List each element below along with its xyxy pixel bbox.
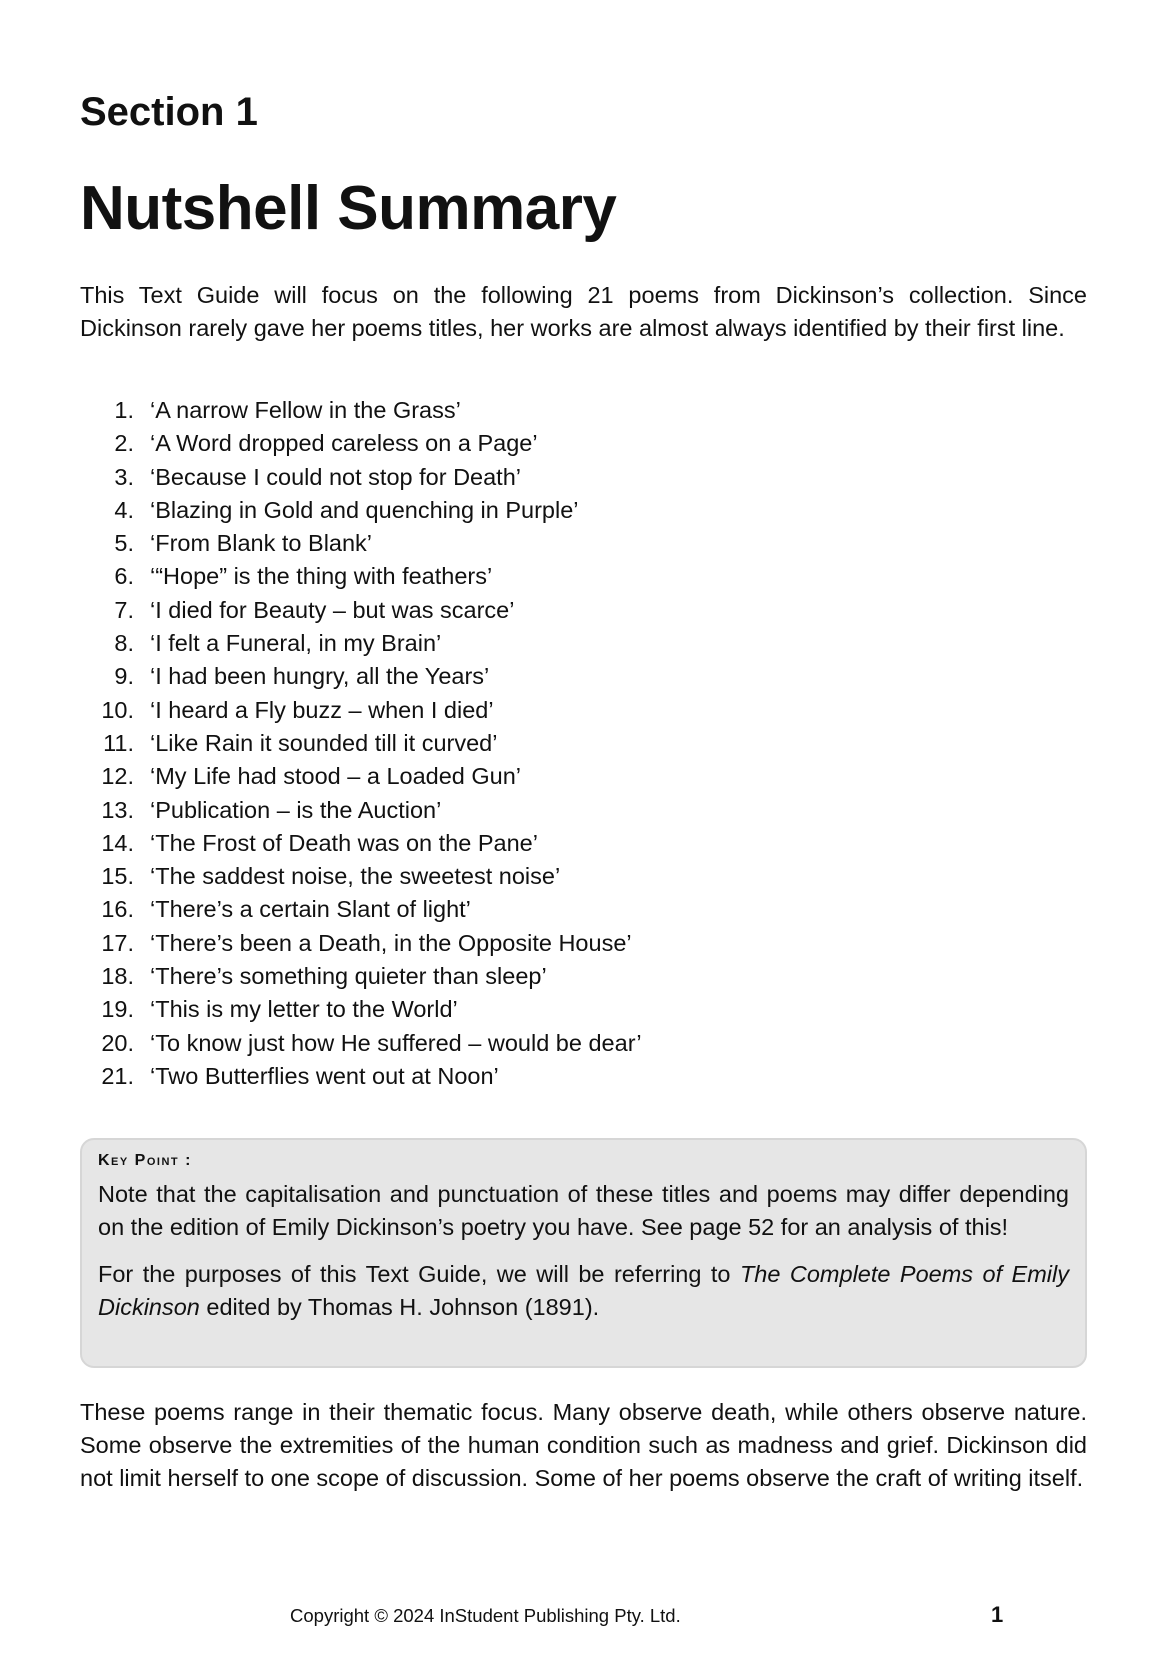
list-item [80,594,642,627]
list-item-number: 16. [101,896,134,923]
list-item [80,660,642,693]
list-item-number: 20. [101,1029,134,1056]
list-item [80,1060,642,1093]
list-item-number: 2. [114,430,134,457]
list-item-number: 4. [114,496,134,523]
poem-list [80,394,642,1093]
list-item-title: ‘There’s a certain Slant of light’ [150,896,471,923]
list-item-number: 17. [101,929,134,956]
list-item [80,927,642,960]
list-item-number: 6. [114,563,134,590]
list-item-title: ‘My Life had stood – a Loaded Gun’ [150,763,522,790]
list-item-number: 9. [114,663,134,690]
list-item [80,760,642,793]
list-item-number: 8. [114,630,134,657]
page-title: Nutshell Summary [80,174,617,243]
list-item-title: ‘This is my letter to the World’ [150,996,458,1023]
intro-paragraph: This Text Guide will focus on the following 21 poems from Dickinson’s collection. Since Dickinson rarely gave her poems titles, her works are almost always identified by their first line. [80,282,1087,341]
list-item-number: 13. [101,796,134,823]
list-item-number: 15. [101,863,134,890]
list-item-number: 19. [101,996,134,1023]
key-point-reference-prefix: For the purposes of this Text Guide, we will be referring to [98,1261,740,1287]
key-point-note: Note that the capitalisation and punctuation of these titles and poems may differ depending on the edition of Emily Dickinson’s poetry you have. See page 52 for an analysis of this! [98,1181,1069,1240]
list-item-title: ‘I felt a Funeral, in my Brain’ [150,630,442,657]
list-item [80,794,642,827]
list-item [80,461,642,494]
list-item [80,893,642,926]
list-item [80,560,642,593]
list-item-number: 12. [101,763,134,790]
list-item-title: ‘Like Rain it sounded till it curved’ [150,729,498,756]
list-item-title: ‘Two Butterflies went out at Noon’ [150,1062,499,1089]
list-item-title: ‘I had been hungry, all the Years’ [150,663,490,690]
list-item-title: ‘A narrow Fellow in the Grass’ [150,397,461,423]
list-item-number: 21. [101,1062,134,1089]
list-item-title: ‘There’s something quieter than sleep’ [150,963,547,990]
key-point-reference-suffix: edited by Thomas H. Johnson (1891). [199,1294,600,1320]
list-item [80,527,642,560]
list-item-title: ‘I heard a Fly buzz – when I died’ [150,696,494,723]
list-item-number: 3. [114,463,134,490]
list-item [80,694,642,727]
list-item [80,627,642,660]
footer-copyright: Copyright © 2024 InStudent Publishing Pty. Ltd. [290,1605,681,1626]
book-title: The Complete Poems of Emily Dickinson [98,1261,1069,1320]
list-item [80,427,642,460]
list-item-title: ‘The saddest noise, the sweetest noise’ [150,863,561,890]
list-item-number: 18. [101,963,134,990]
list-item-title: ‘From Blank to Blank’ [150,530,373,557]
list-item [80,494,642,527]
list-item-title: ‘There’s been a Death, in the Opposite House’ [150,929,632,956]
list-item [80,827,642,860]
list-item [80,860,642,893]
list-item-title: ‘The Frost of Death was on the Pane’ [150,829,538,856]
key-point-reference [98,1258,1069,1324]
list-item-title: ‘To know just how He suffered – would be dear’ [150,1029,642,1056]
key-point-label: Key Point : [98,1152,192,1169]
list-item-title: ‘Blazing in Gold and quenching in Purple’ [150,496,579,523]
list-item-number: 7. [114,596,134,623]
list-item [80,1027,642,1060]
list-item-title: ‘Because I could not stop for Death’ [150,463,521,490]
list-item [80,993,642,1026]
list-item-number: 1. [114,397,134,423]
list-item-title: ‘A Word dropped careless on a Page’ [150,430,538,457]
list-item-title: ‘Publication – is the Auction’ [150,796,442,823]
list-item-number: 10. [101,696,134,723]
key-point-box [80,1138,1087,1368]
list-item-title: ‘“Hope” is the thing with feathers’ [150,563,493,590]
closing-paragraph: These poems range in their thematic focus. Many observe death, while others observe nature. Some observe the extremities of the human condition such as madness and grief. Dickinson did not limit herself to one scope of discussion. Some of her poems observe the craft of writing itself. [80,1399,1087,1491]
list-item-number: 14. [101,829,134,856]
list-item-number: 5. [114,530,134,557]
list-item [80,394,642,427]
list-item-title: ‘I died for Beauty – but was scarce’ [150,596,515,623]
section-label: Section 1 [80,90,258,134]
list-item [80,727,642,760]
list-item-number: 11. [103,729,134,756]
list-item [80,960,642,993]
page-number: 1 [991,1602,1004,1627]
